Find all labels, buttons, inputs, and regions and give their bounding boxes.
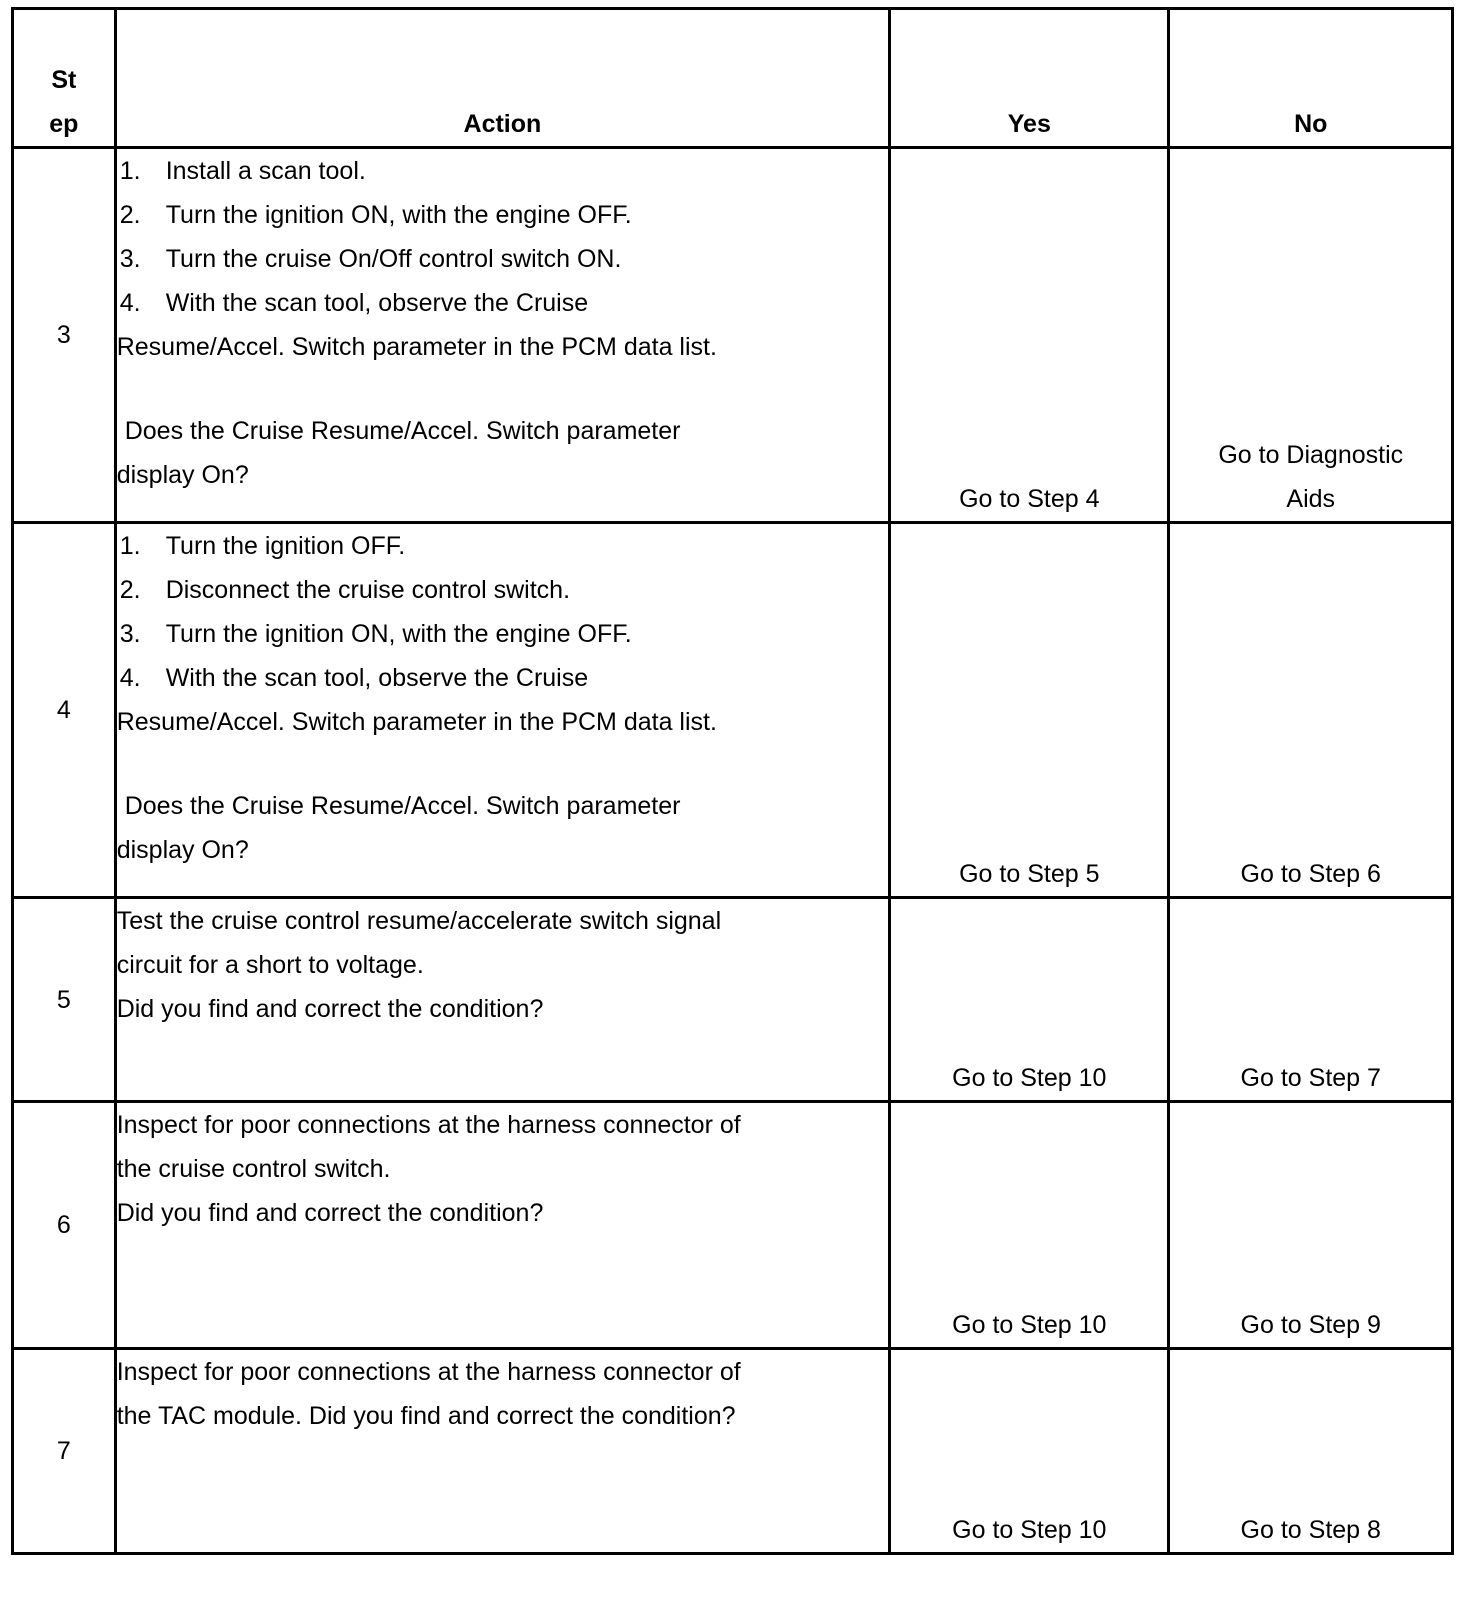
no-cell — [1169, 1349, 1453, 1554]
yes-result: Go to Step 10 — [952, 1516, 1107, 1544]
table-row — [13, 898, 1453, 1102]
list-item: 4. With the scan tool, observe the Cruise — [119, 289, 589, 317]
yes-result: Go to Step 5 — [959, 860, 1100, 888]
action-column-header: Action — [115, 9, 889, 148]
list-item: 4. With the scan tool, observe the Cruise — [119, 664, 589, 692]
list-item: 1. Install a scan tool. — [119, 157, 366, 185]
list-item: 2. Disconnect the cruise control switch. — [119, 576, 571, 604]
header-row — [13, 9, 1453, 148]
diagnostic-table — [11, 7, 1454, 1555]
table-row — [13, 523, 1453, 898]
no-result: Go to Step 7 — [1240, 1064, 1381, 1092]
action-text: Test the cruise control resume/accelerate switch signal — [116, 907, 722, 935]
yes-cell — [890, 1349, 1169, 1554]
no-result: Go to Step 9 — [1240, 1311, 1381, 1339]
action-text: Did you find and correct the condition? — [116, 995, 544, 1023]
yes-cell — [890, 148, 1169, 523]
table-row — [13, 1349, 1453, 1554]
action-cell — [115, 523, 889, 898]
list-item: 2. Turn the ignition ON, with the engine OFF. — [119, 201, 632, 229]
no-cell — [1169, 148, 1453, 523]
action-text: the cruise control switch. — [116, 1155, 391, 1183]
step-number: 3 — [13, 148, 116, 523]
action-text: the TAC module. Did you find and correct the condition? — [116, 1402, 736, 1430]
list-item: 1. Turn the ignition OFF. — [119, 532, 406, 560]
action-cell — [115, 898, 889, 1102]
yes-result: Go to Step 4 — [959, 485, 1100, 513]
no-result: Go to Diagnostic — [1218, 441, 1404, 469]
action-cell — [115, 1349, 889, 1554]
yes-cell — [890, 523, 1169, 898]
action-text: Did you find and correct the condition? — [116, 1199, 544, 1227]
step-number: 7 — [13, 1349, 116, 1554]
no-cell — [1169, 1102, 1453, 1349]
step-number: 5 — [13, 898, 116, 1102]
no-column-header: No — [1169, 9, 1453, 148]
question-text: Does the Cruise Resume/Accel. Switch parameter — [124, 792, 681, 820]
no-result: Go to Step 8 — [1240, 1516, 1381, 1544]
no-result: Go to Step 6 — [1240, 860, 1381, 888]
step-header-line1: St — [51, 66, 77, 94]
list-item: 3. Turn the cruise On/Off control switch ON. — [119, 245, 622, 273]
action-text: Inspect for poor connections at the harness connector of — [116, 1111, 741, 1139]
yes-cell — [890, 898, 1169, 1102]
yes-column-header: Yes — [890, 9, 1169, 148]
list-item: 3. Turn the ignition ON, with the engine OFF. — [119, 620, 632, 648]
no-cell — [1169, 523, 1453, 898]
action-text: circuit for a short to voltage. — [116, 951, 424, 979]
step-column-header — [13, 9, 116, 148]
list-item-continuation: Resume/Accel. Switch parameter in the PCM data list. — [116, 708, 717, 736]
no-cell — [1169, 898, 1453, 1102]
action-cell — [115, 1102, 889, 1349]
action-cell — [115, 148, 889, 523]
list-item-continuation: Resume/Accel. Switch parameter in the PCM data list. — [116, 333, 717, 361]
no-result-cont: Aids — [1286, 485, 1336, 513]
step-header-line2: ep — [49, 110, 79, 138]
table-row — [13, 148, 1453, 523]
action-text: Inspect for poor connections at the harness connector of — [116, 1358, 741, 1386]
yes-result: Go to Step 10 — [952, 1311, 1107, 1339]
table-row — [13, 1102, 1453, 1349]
question-text-cont: display On? — [116, 461, 249, 489]
step-number: 4 — [13, 523, 116, 898]
step-number: 6 — [13, 1102, 116, 1349]
question-text: Does the Cruise Resume/Accel. Switch parameter — [124, 417, 681, 445]
question-text-cont: display On? — [116, 836, 249, 864]
yes-cell — [890, 1102, 1169, 1349]
yes-result: Go to Step 10 — [952, 1064, 1107, 1092]
